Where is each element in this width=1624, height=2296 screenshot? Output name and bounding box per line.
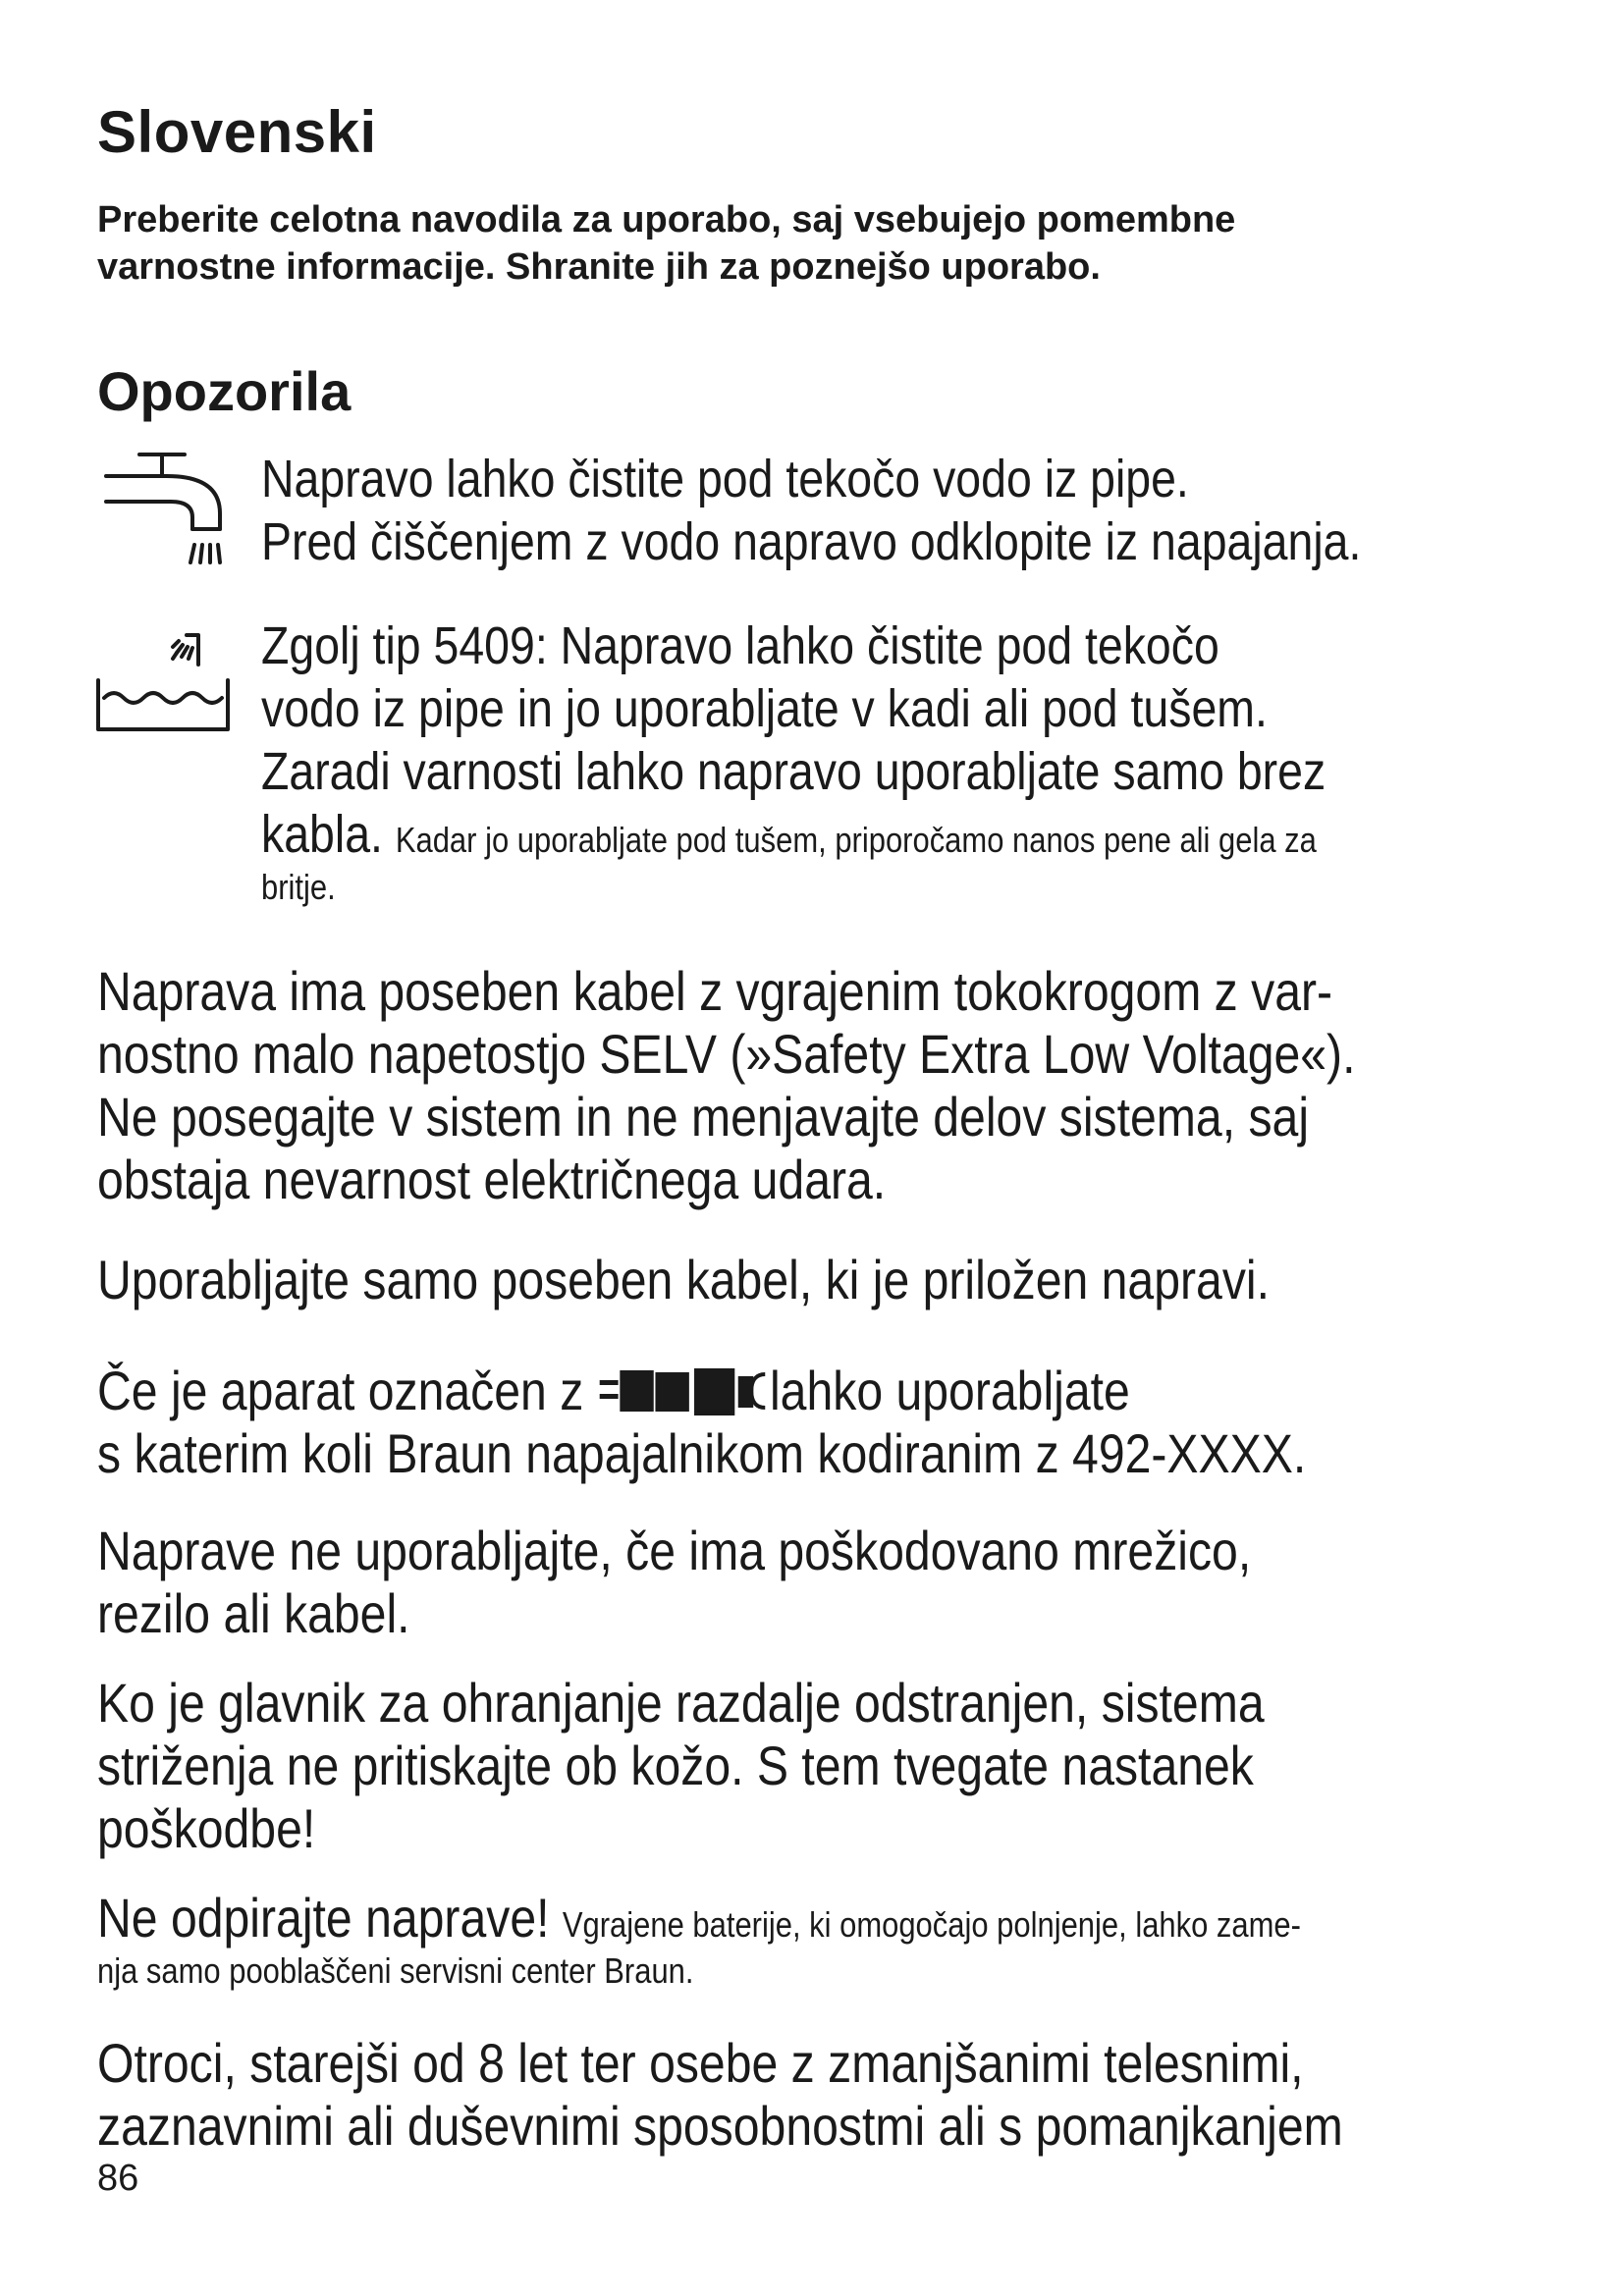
special-cable-warning	[97, 1249, 1533, 1311]
intro-notice	[97, 196, 1531, 291]
children-warning	[97, 2032, 1533, 2158]
power-supply-compatibility	[97, 1360, 1533, 1485]
warning-line: poškodbe!	[97, 1797, 316, 1859]
water-tap-icon	[94, 447, 232, 574]
warning-line: Naprava ima poseben kabel z vgrajenim tokokrogom z var-	[97, 960, 1333, 1022]
warning-line: Pred čiščenjem z vodo napravo odklopite iz napajanja.	[261, 512, 1362, 571]
warnings-heading: Opozorila	[97, 360, 352, 422]
page-number: 86	[97, 2158, 139, 2199]
warning-line: Napravo lahko čistite pod tekočo vodo iz pipe.	[261, 450, 1189, 508]
warning-text-large: kabla.	[261, 805, 383, 864]
selv-cable-warning	[97, 960, 1533, 1211]
warning-line: Zaradi varnosti lahko napravo uporabljate samo brez	[261, 742, 1326, 801]
warning-text-small: britje.	[261, 867, 336, 907]
warning-line: Otroci, starejši od 8 let ter osebe z zmanjšanimi telesnimi,	[97, 2032, 1304, 2094]
bath-shower-warning	[261, 614, 1376, 909]
warning-text-large: Ne odpirajte naprave!	[97, 1887, 550, 1949]
warning-text-small: Vgrajene baterije, ki omogočajo polnjenje, lahko zame-	[562, 1904, 1301, 1945]
warning-line: Zgolj tip 5409: Napravo lahko čistite pod tekočo	[261, 616, 1219, 675]
redacted-symbol	[597, 1366, 770, 1415]
comb-removed-warning	[97, 1672, 1533, 1860]
tap-cleaning-warning	[261, 448, 1376, 573]
warning-line	[97, 1887, 1533, 1949]
warning-line: Naprave ne uporabljajte, če ima poškodovano mrežico,	[97, 1520, 1252, 1581]
warning-line: nostno malo napetostjo SELV (»Safety Extra Low Voltage«).	[97, 1023, 1356, 1085]
warning-line: s katerim koli Braun napajalnikom kodiranim z 492-XXXX.	[97, 1422, 1307, 1484]
warning-text: Če je aparat označen z	[97, 1360, 584, 1421]
warning-text: lahko uporabljate	[769, 1360, 1130, 1421]
language-heading: Slovenski	[97, 99, 377, 165]
intro-line: Preberite celotna navodila za uporabo, saj vsebujejo pomembne	[97, 199, 1236, 240]
warning-line: striženja ne pritiskajte ob kožo. S tem tvegate nastanek	[97, 1735, 1254, 1796]
warning-line: zaznavnimi ali duševnimi sposobnostmi ali s pomanjkanjem	[97, 2095, 1343, 2157]
warning-text-small: Kadar jo uporabljate pod tušem, priporočamo nanos pene ali gela za	[395, 820, 1317, 860]
intro-line: varnostne informacije. Shranite jih za poznejšo uporabo.	[97, 246, 1101, 288]
warning-line	[261, 803, 1376, 866]
warning-line: Ne posegajte v sistem in ne menjavajte delov sistema, saj	[97, 1086, 1310, 1148]
warning-line: vodo iz pipe in jo uporabljate v kadi ali pod tušem.	[261, 679, 1268, 738]
warning-line: Ko je glavnik za ohranjanje razdalje odstranjen, sistema	[97, 1672, 1265, 1734]
warning-line: rezilo ali kabel.	[97, 1582, 410, 1644]
warning-line: Uporabljajte samo poseben kabel, ki je priložen napravi.	[97, 1249, 1270, 1310]
do-not-open-warning	[97, 1887, 1533, 1993]
damaged-parts-warning	[97, 1520, 1533, 1645]
warning-text-small: nja samo pooblaščeni servisni center Braun.	[97, 1950, 694, 1991]
bath-shower-icon	[94, 623, 232, 741]
warning-line	[97, 1360, 1533, 1422]
warning-line: obstaja nevarnost električnega udara.	[97, 1148, 887, 1210]
